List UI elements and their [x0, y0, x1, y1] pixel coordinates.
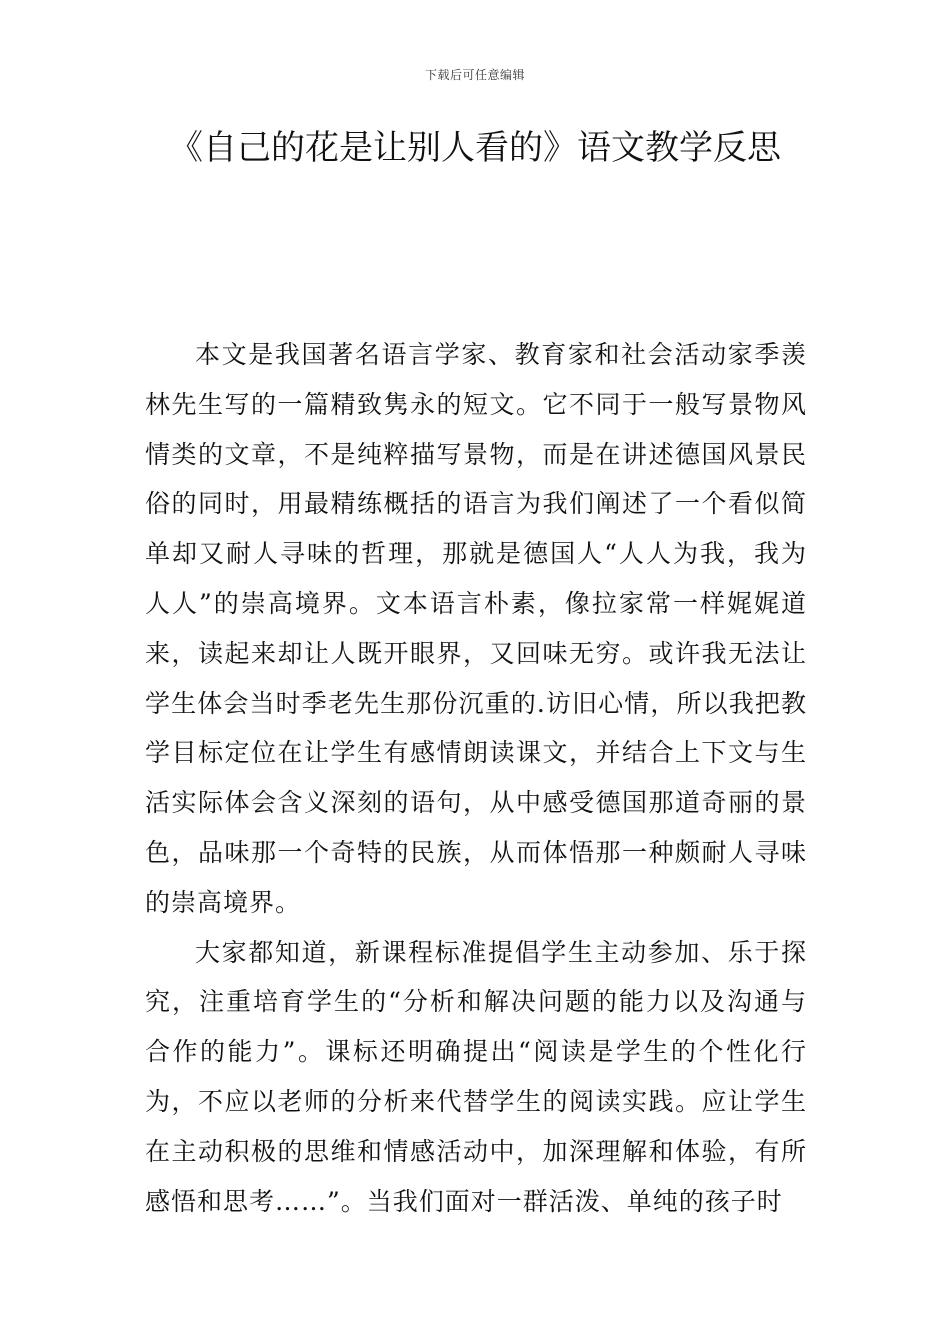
paragraph-2: 大家都知道，新课程标准提倡学生主动参加、乐于探究，注重培育学生的“分析和解决问题的能力以及沟通与合作的能力”。课标还明确提出“阅读是学生的个性化行为，不应以老师的分析来代替学生的阅读实践。应让学生在主动积极的思维和情感活动中，加深理解和体验，有所感悟和思考……”。当我们面对一群活泼、单纯的孩子时	[145, 937, 807, 1216]
document-body	[145, 330, 807, 1226]
header-note: 下载后可任意编辑	[424, 68, 525, 82]
paragraph-1: 本文是我国著名语言学家、教育家和社会活动家季羡林先生写的一篇精致隽永的短文。它不同于一般写景物风情类的文章，不是纯粹描写景物，而是在讲述德国风景民俗的同时，用最精练概括的语言为我们阐述了一个看似简单却又耐人寻味的哲理，那就是德国人“人人为我，我为人人”的崇高境界。文本语言朴素，像拉家常一样娓娓道来，读起来却让人既开眼界，又回味无穷。或许我无法让学生体会当时季老先生那份沉重的.访旧心情，所以我把教学目标定位在让学生有感情朗读课文，并结合上下文与生活实际体会含义深刻的语句，从中感受德国那道奇丽的景色，品味那一个奇特的民族，从而体悟那一种颇耐人寻味的崇高境界。	[145, 340, 807, 917]
document-title: 《自己的花是让别人看的》语文教学反思	[169, 128, 781, 168]
